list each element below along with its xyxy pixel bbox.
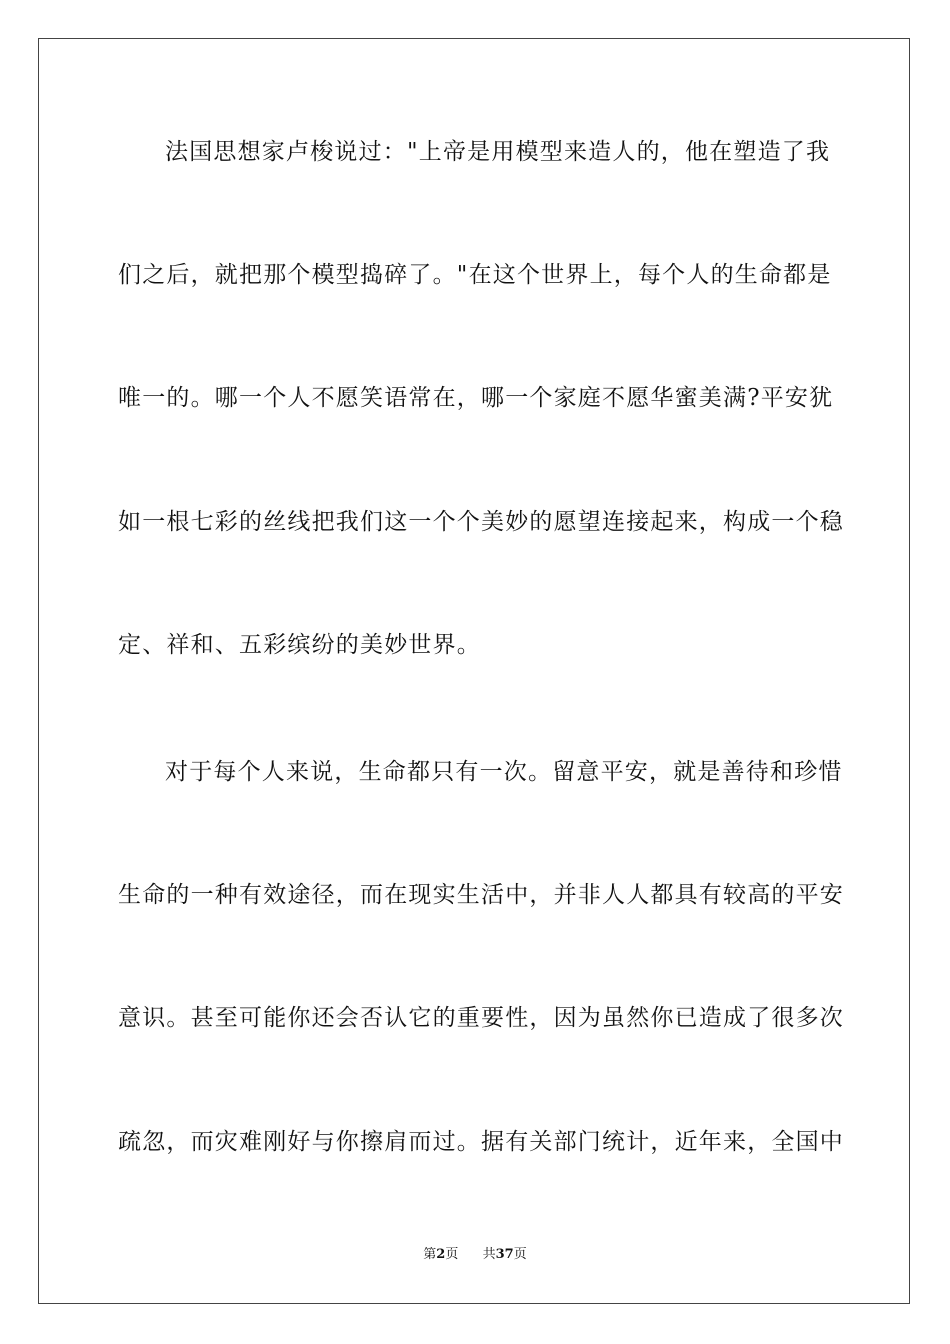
text-line: 意识。甚至可能你还会否认它的重要性，因为虽然你已造成了很多次 xyxy=(118,1005,844,1031)
total-prefix: 共 xyxy=(482,1247,496,1262)
page-footer xyxy=(0,1246,950,1264)
total-pages-label xyxy=(483,1246,527,1264)
page-border xyxy=(38,38,910,1304)
text-line: 对于每个人来说，生命都只有一次。留意平安，就是善待和珍惜 xyxy=(165,759,843,785)
text-line: 生命的一种有效途径，而在现实生活中，并非人人都具有较高的平安 xyxy=(118,882,844,908)
total-suffix: 页 xyxy=(513,1247,527,1262)
total-pages: 37 xyxy=(495,1247,514,1262)
page-prefix: 第 xyxy=(423,1247,437,1262)
text-line: 如一根七彩的丝线把我们这一个个美妙的愿望连接起来，构成一个稳 xyxy=(118,509,844,535)
text-line: 疏忽，而灾难刚好与你擦肩而过。据有关部门统计，近年来，全国中 xyxy=(118,1129,844,1155)
page-number: 2 xyxy=(436,1247,446,1262)
page-number-label xyxy=(423,1246,458,1264)
text-line: 们之后，就把那个模型捣碎了。"在这个世界上，每个人的生命都是 xyxy=(118,262,832,288)
text-line: 唯一的。哪一个人不愿笑语常在，哪一个家庭不愿华蜜美满?平安犹 xyxy=(118,385,834,411)
text-line: 法国思想家卢梭说过："上帝是用模型来造人的，他在塑造了我 xyxy=(165,139,831,165)
text-line: 定、祥和、五彩缤纷的美妙世界。 xyxy=(118,632,481,658)
page-suffix: 页 xyxy=(445,1247,459,1262)
